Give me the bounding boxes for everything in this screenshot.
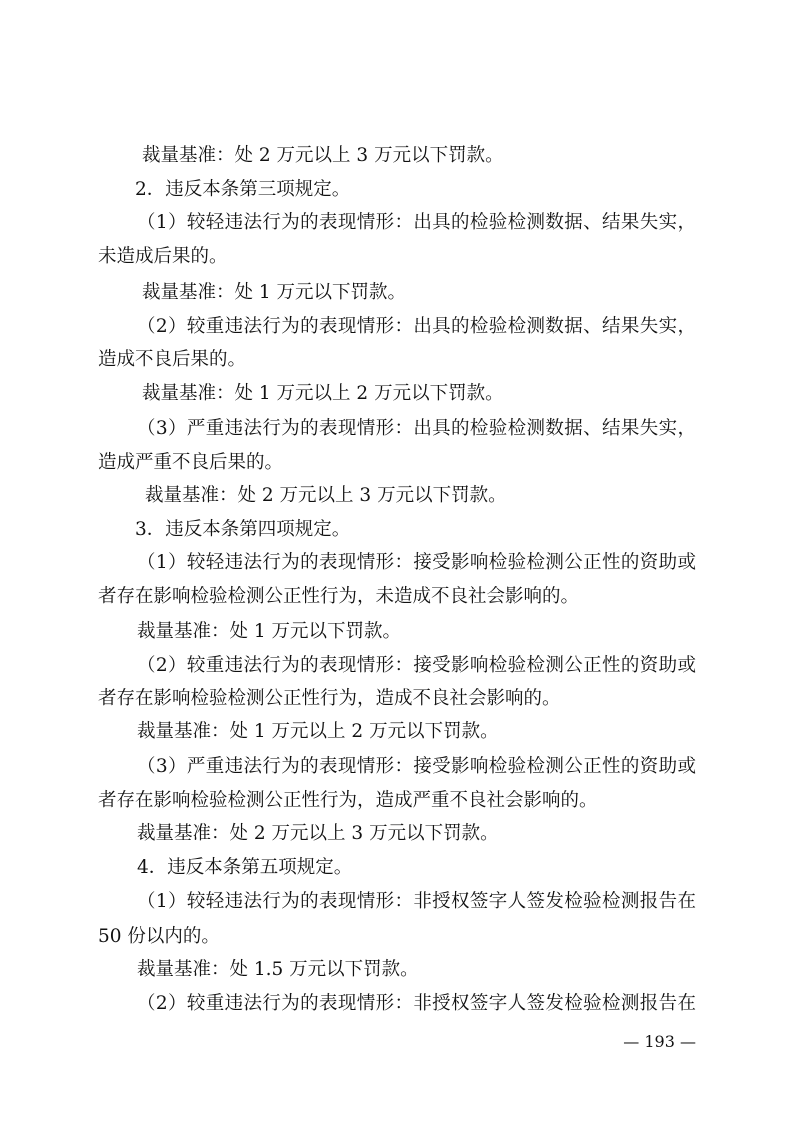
page-number: — 193 — xyxy=(623,1032,696,1051)
text-line: （2）较重违法行为的表现情形：接受影响检验检测公正性的资助或 xyxy=(137,655,696,676)
text-line: 裁量基准：处 2 万元以上 3 万元以下罚款。 xyxy=(145,485,507,506)
text-line: （1）较轻违法行为的表现情形：接受影响检验检测公正性的资助或 xyxy=(137,552,696,573)
text-line: 裁量基准：处 1 万元以上 2 万元以下罚款。 xyxy=(142,383,504,404)
text-line: 造成不良后果的。 xyxy=(98,349,247,370)
section-heading: 3．违反本条第四项规定。 xyxy=(135,519,351,540)
text-line: 裁量基准：处 1 万元以下罚款。 xyxy=(142,282,407,303)
text-line: （3）严重违法行为的表现情形：出具的检验检测数据、结果失实， xyxy=(137,418,696,439)
text-line: （2）较重违法行为的表现情形：非授权签字人签发检验检测报告在 xyxy=(137,993,696,1014)
text-line: （3）严重违法行为的表现情形：接受影响检验检测公正性的资助或 xyxy=(137,756,696,777)
text-line: 造成严重不良后果的。 xyxy=(98,452,284,473)
text-line: 裁量基准：处 2 万元以上 3 万元以下罚款。 xyxy=(137,823,499,844)
section-heading: 2．违反本条第三项规定。 xyxy=(135,179,351,200)
text-line: 者存在影响检验检测公正性行为，造成不良社会影响的。 xyxy=(98,688,561,709)
text-line: （1）较轻违法行为的表现情形：非授权签字人签发检验检测报告在 xyxy=(137,891,696,912)
text-line: （2）较重违法行为的表现情形：出具的检验检测数据、结果失实， xyxy=(137,316,696,337)
text-line: 裁量基准：处 2 万元以上 3 万元以下罚款。 xyxy=(142,145,504,166)
text-line: 裁量基准：处 1 万元以下罚款。 xyxy=(137,621,402,642)
text-line: 未造成后果的。 xyxy=(98,246,228,267)
text-line: 者存在影响检验检测公正性行为，造成严重不良社会影响的。 xyxy=(98,790,598,811)
text-line: （1）较轻违法行为的表现情形：出具的检验检测数据、结果失实， xyxy=(137,212,696,233)
text-line: 裁量基准：处 1.5 万元以下罚款。 xyxy=(137,959,419,980)
text-line: 50 份以内的。 xyxy=(98,926,220,947)
text-line: 裁量基准：处 1 万元以上 2 万元以下罚款。 xyxy=(137,721,499,742)
section-heading: 4．违反本条第五项规定。 xyxy=(137,857,353,878)
text-line: 者存在影响检验检测公正性行为，未造成不良社会影响的。 xyxy=(98,586,580,607)
